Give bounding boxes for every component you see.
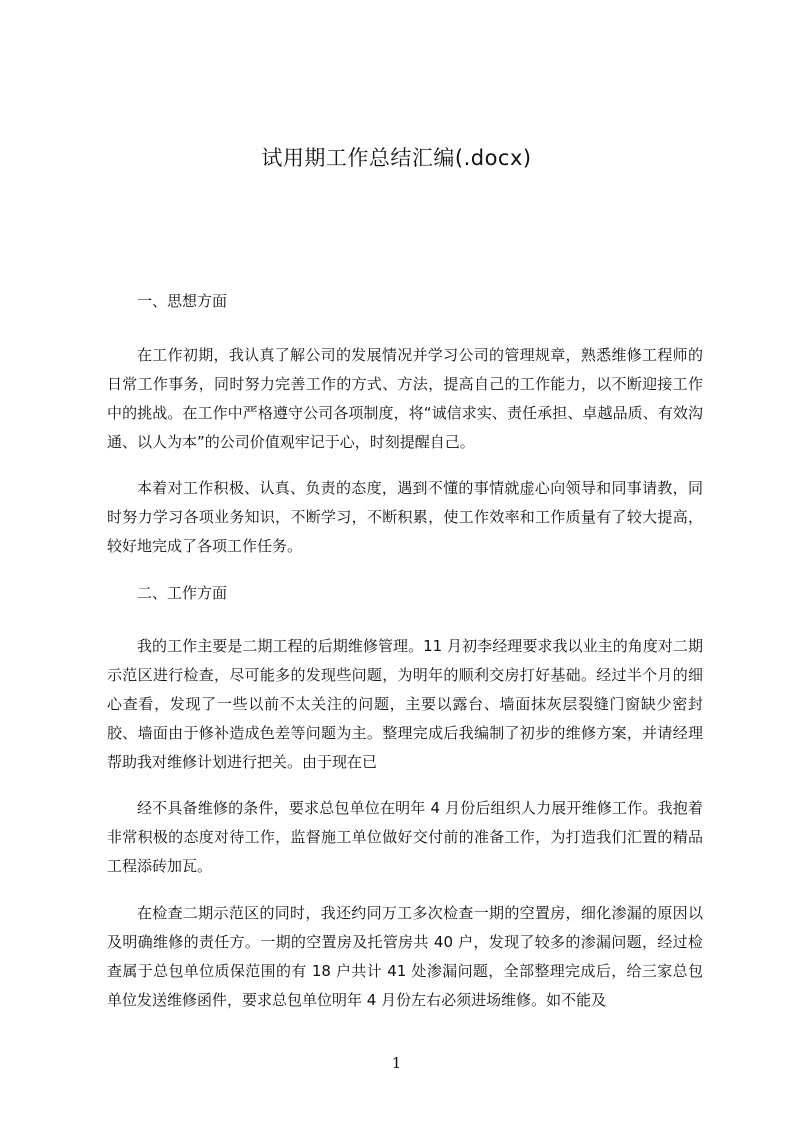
paragraph-work-2: 经不具备维修的条件，要求总包单位在明年 4 月份后组织人力展开维修工作。我抱着非常积极的态度对待工作，监督施工单位做好交付前的准备工作，为打造我们汇置的精品工程添砖加瓦。 [107, 799, 703, 875]
section-heading-thought: 一、思想方面 [137, 292, 228, 310]
section-heading-work: 二、工作方面 [137, 584, 228, 602]
page-number: 1 [391, 1054, 402, 1072]
paragraph-work-1: 我的工作主要是二期工程的后期维修管理。11 月初李经理要求我以业主的角度对二期示范区进行检查，尽可能多的发现些问题，为明年的顺利交房打好基础。经过半个月的细心查看，发现了一些以前不太关注的问题，主要以露台、墙面抹灰层裂缝门窗缺少密封胶、墙面由于修补造成色差等问题为主。整理完成后我编制了初步的维修方案，并请经理帮助我对维修计划进行把关。由于现在已 [107, 637, 703, 771]
paragraph-work-3: 在检查二期示范区的同时，我还约同万工多次检查一期的空置房，细化渗漏的原因以及明确维修的责任方。一期的空置房及托管房共 40 户，发现了较多的渗漏问题，经过检查属于总包单位质保范围的有 18 户共计 41 处渗漏问题，全部整理完成后，给三家总包单位发送维修函件，要求总包单位明年 4 月份左右必须进场维修。如不能及 [107, 904, 703, 1009]
paragraph-thought-1: 在工作初期，我认真了解公司的发展情况并学习公司的管理规章，熟悉维修工程师的日常工作事务，同时努力完善工作的方式、方法，提高自己的工作能力，以不断迎接工作中的挑战。在工作中严格遵守公司各项制度，将“诚信求实、责任承担、卓越品质、有效沟通、以人为本”的公司价值观牢记于心，时刻提醒自己。 [107, 346, 703, 451]
paragraph-thought-2: 本着对工作积极、认真、负责的态度，遇到不懂的事情就虚心向领导和同事请教，同时努力学习各项业务知识，不断学习，不断积累，使工作效率和工作质量有了较大提高，较好地完成了各项工作任务。 [107, 479, 703, 555]
document-title: 试用期工作总结汇编(.docx) [261, 146, 532, 170]
